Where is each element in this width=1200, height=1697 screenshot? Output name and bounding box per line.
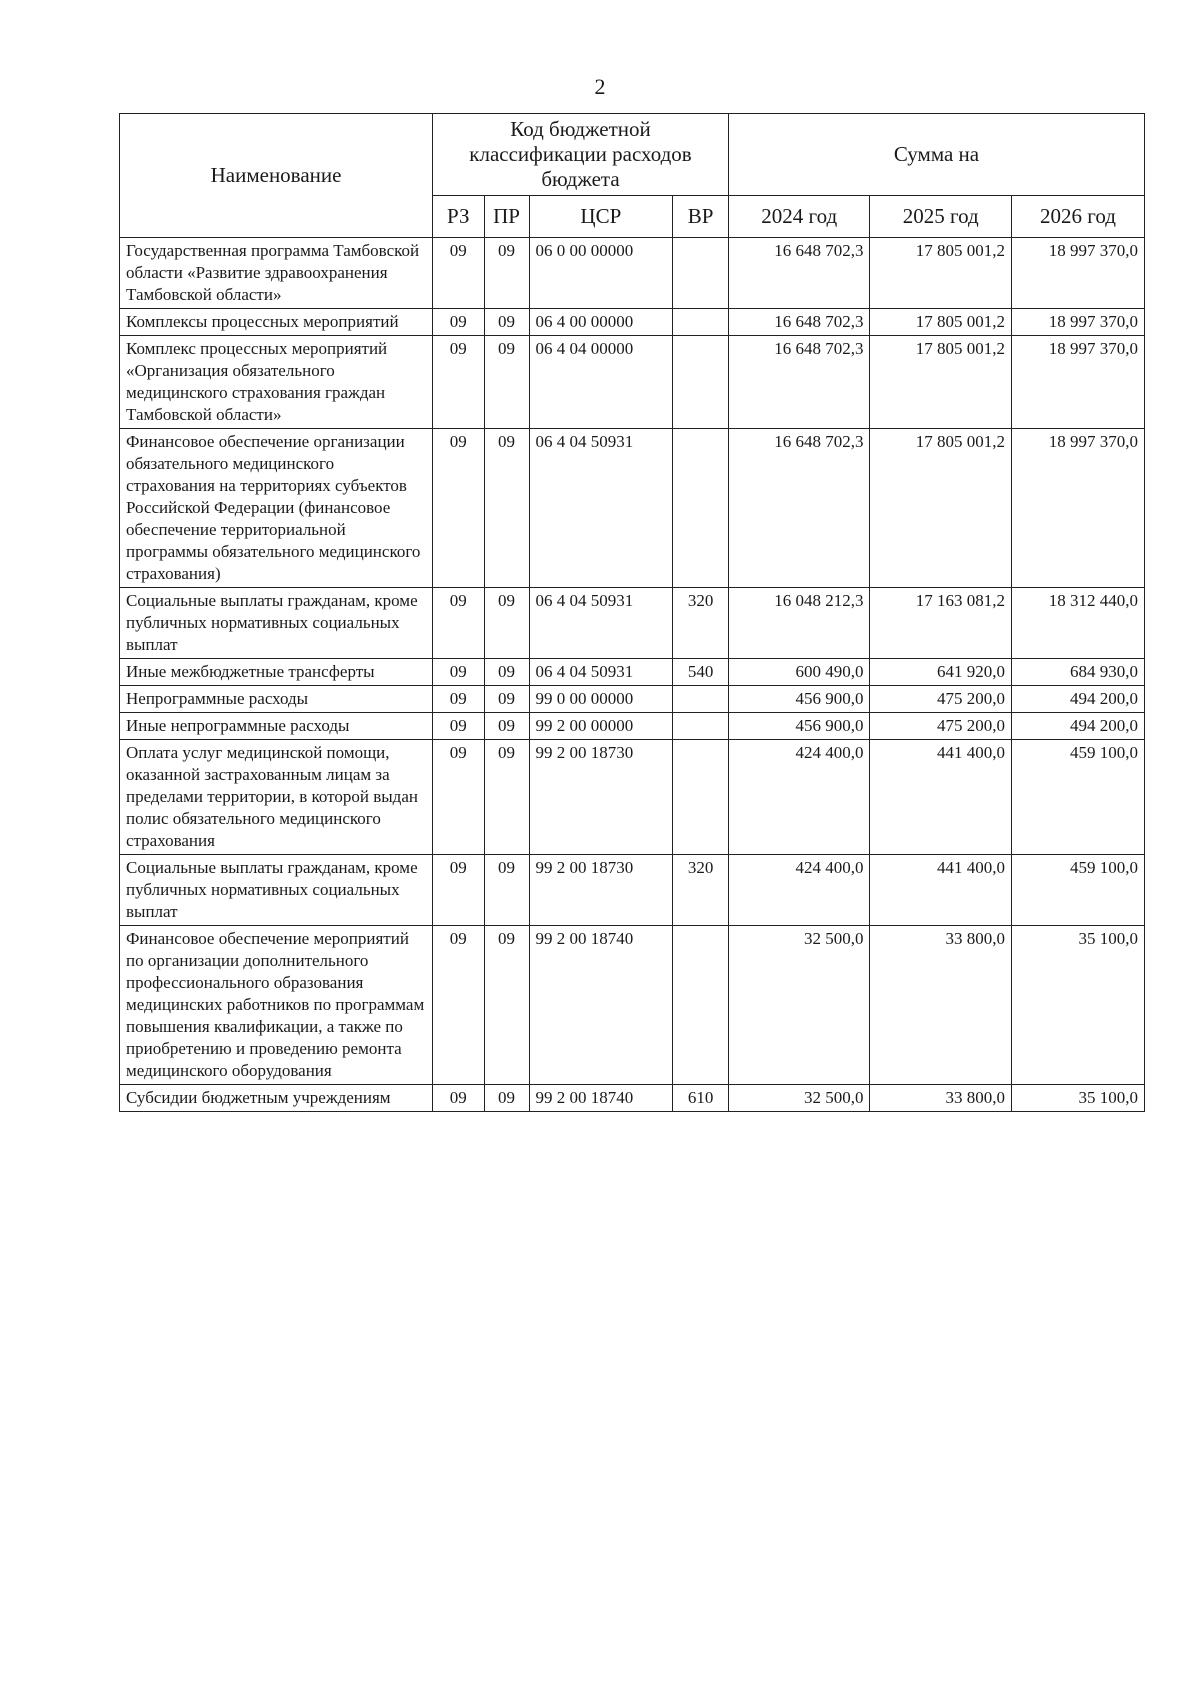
row-name: Финансовое обеспечение мероприятий по организации дополнительного профессионального образования медицинских работников по программам повышения квалификации, а также по приобретению и проведению ремонта медицинского оборудования bbox=[120, 926, 433, 1085]
row-rz: 09 bbox=[433, 309, 484, 336]
table-row bbox=[120, 309, 1145, 336]
row-vr bbox=[673, 713, 729, 740]
row-sum-2025: 475 200,0 bbox=[870, 713, 1012, 740]
row-sum-2026: 18 997 370,0 bbox=[1011, 336, 1144, 429]
row-sum-2026: 459 100,0 bbox=[1011, 855, 1144, 926]
row-sum-2026: 684 930,0 bbox=[1011, 659, 1144, 686]
row-vr: 610 bbox=[673, 1085, 729, 1112]
table-row bbox=[120, 855, 1145, 926]
table-row bbox=[120, 659, 1145, 686]
row-pr: 09 bbox=[484, 740, 529, 855]
header-sum-group: Сумма на bbox=[728, 114, 1144, 196]
row-sum-2026: 459 100,0 bbox=[1011, 740, 1144, 855]
row-csr: 99 2 00 18730 bbox=[529, 740, 673, 855]
row-name: Комплексы процессных мероприятий bbox=[120, 309, 433, 336]
header-year-2024: 2024 год bbox=[728, 196, 870, 238]
row-vr bbox=[673, 926, 729, 1085]
row-rz: 09 bbox=[433, 429, 484, 588]
row-csr: 99 2 00 18730 bbox=[529, 855, 673, 926]
row-pr: 09 bbox=[484, 926, 529, 1085]
row-rz: 09 bbox=[433, 713, 484, 740]
row-name: Комплекс процессных мероприятий «Организация обязательного медицинского страхования граждан Тамбовской области» bbox=[120, 336, 433, 429]
budget-table bbox=[119, 113, 1145, 1112]
table-row bbox=[120, 1085, 1145, 1112]
row-name: Непрограммные расходы bbox=[120, 686, 433, 713]
row-vr bbox=[673, 336, 729, 429]
row-sum-2024: 424 400,0 bbox=[728, 740, 870, 855]
row-pr: 09 bbox=[484, 659, 529, 686]
row-vr bbox=[673, 429, 729, 588]
row-sum-2026: 18 997 370,0 bbox=[1011, 429, 1144, 588]
row-rz: 09 bbox=[433, 740, 484, 855]
row-name: Социальные выплаты гражданам, кроме публичных нормативных социальных выплат bbox=[120, 855, 433, 926]
row-pr: 09 bbox=[484, 588, 529, 659]
row-pr: 09 bbox=[484, 1085, 529, 1112]
header-year-2025: 2025 год bbox=[870, 196, 1012, 238]
table-header bbox=[120, 114, 1145, 238]
row-rz: 09 bbox=[433, 1085, 484, 1112]
row-sum-2024: 32 500,0 bbox=[728, 926, 870, 1085]
row-csr: 06 4 04 50931 bbox=[529, 429, 673, 588]
row-sum-2024: 16 648 702,3 bbox=[728, 429, 870, 588]
header-vr: ВР bbox=[673, 196, 729, 238]
row-pr: 09 bbox=[484, 686, 529, 713]
row-sum-2025: 441 400,0 bbox=[870, 740, 1012, 855]
header-rz: РЗ bbox=[433, 196, 484, 238]
row-name: Государственная программа Тамбовской области «Развитие здравоохранения Тамбовской области» bbox=[120, 238, 433, 309]
row-vr bbox=[673, 309, 729, 336]
row-sum-2025: 33 800,0 bbox=[870, 1085, 1012, 1112]
header-year-2026: 2026 год bbox=[1011, 196, 1144, 238]
table-row bbox=[120, 926, 1145, 1085]
row-vr: 320 bbox=[673, 855, 729, 926]
row-vr bbox=[673, 238, 729, 309]
header-pr: ПР bbox=[484, 196, 529, 238]
row-name: Финансовое обеспечение организации обязательного медицинского страхования на территориях субъектов Российской Федерации (финансовое обеспечение территориальной программы обязательного медицинского страхования) bbox=[120, 429, 433, 588]
row-csr: 99 2 00 00000 bbox=[529, 713, 673, 740]
row-rz: 09 bbox=[433, 238, 484, 309]
row-csr: 99 2 00 18740 bbox=[529, 926, 673, 1085]
table-row bbox=[120, 713, 1145, 740]
row-sum-2025: 17 805 001,2 bbox=[870, 238, 1012, 309]
row-sum-2026: 35 100,0 bbox=[1011, 1085, 1144, 1112]
row-sum-2025: 17 805 001,2 bbox=[870, 429, 1012, 588]
row-pr: 09 bbox=[484, 238, 529, 309]
row-sum-2025: 17 805 001,2 bbox=[870, 336, 1012, 429]
row-sum-2024: 424 400,0 bbox=[728, 855, 870, 926]
row-name: Иные непрограммные расходы bbox=[120, 713, 433, 740]
row-csr: 99 2 00 18740 bbox=[529, 1085, 673, 1112]
row-sum-2024: 456 900,0 bbox=[728, 713, 870, 740]
row-sum-2024: 16 648 702,3 bbox=[728, 238, 870, 309]
row-vr bbox=[673, 740, 729, 855]
row-pr: 09 bbox=[484, 336, 529, 429]
row-rz: 09 bbox=[433, 588, 484, 659]
row-csr: 06 4 00 00000 bbox=[529, 309, 673, 336]
row-pr: 09 bbox=[484, 309, 529, 336]
row-sum-2025: 475 200,0 bbox=[870, 686, 1012, 713]
row-name: Иные межбюджетные трансферты bbox=[120, 659, 433, 686]
header-csr: ЦСР bbox=[529, 196, 673, 238]
row-pr: 09 bbox=[484, 713, 529, 740]
row-name: Оплата услуг медицинской помощи, оказанной застрахованным лицам за пределами территории, в которой выдан полис обязательного медицинского страхования bbox=[120, 740, 433, 855]
row-sum-2025: 17 805 001,2 bbox=[870, 309, 1012, 336]
row-sum-2024: 600 490,0 bbox=[728, 659, 870, 686]
row-name: Субсидии бюджетным учреждениям bbox=[120, 1085, 433, 1112]
table-row bbox=[120, 740, 1145, 855]
header-name: Наименование bbox=[120, 114, 433, 238]
header-code-group: Код бюджетной классификации расходов бюджета bbox=[433, 114, 729, 196]
row-rz: 09 bbox=[433, 336, 484, 429]
row-vr: 320 bbox=[673, 588, 729, 659]
row-sum-2024: 32 500,0 bbox=[728, 1085, 870, 1112]
row-rz: 09 bbox=[433, 686, 484, 713]
row-sum-2026: 494 200,0 bbox=[1011, 713, 1144, 740]
page-number: 2 bbox=[594, 74, 606, 99]
row-csr: 06 4 04 50931 bbox=[529, 588, 673, 659]
row-sum-2025: 17 163 081,2 bbox=[870, 588, 1012, 659]
row-rz: 09 bbox=[433, 659, 484, 686]
row-csr: 06 0 00 00000 bbox=[529, 238, 673, 309]
row-sum-2024: 16 048 212,3 bbox=[728, 588, 870, 659]
row-sum-2026: 18 997 370,0 bbox=[1011, 309, 1144, 336]
row-name: Социальные выплаты гражданам, кроме публичных нормативных социальных выплат bbox=[120, 588, 433, 659]
row-sum-2026: 35 100,0 bbox=[1011, 926, 1144, 1085]
row-rz: 09 bbox=[433, 855, 484, 926]
row-sum-2026: 494 200,0 bbox=[1011, 686, 1144, 713]
table-row bbox=[120, 238, 1145, 309]
table-row bbox=[120, 686, 1145, 713]
row-sum-2025: 33 800,0 bbox=[870, 926, 1012, 1085]
table-body bbox=[120, 238, 1145, 1112]
row-csr: 06 4 04 00000 bbox=[529, 336, 673, 429]
row-pr: 09 bbox=[484, 429, 529, 588]
row-sum-2024: 456 900,0 bbox=[728, 686, 870, 713]
table-row bbox=[120, 429, 1145, 588]
row-vr: 540 bbox=[673, 659, 729, 686]
row-rz: 09 bbox=[433, 926, 484, 1085]
row-vr bbox=[673, 686, 729, 713]
row-sum-2024: 16 648 702,3 bbox=[728, 336, 870, 429]
row-csr: 06 4 04 50931 bbox=[529, 659, 673, 686]
row-sum-2026: 18 312 440,0 bbox=[1011, 588, 1144, 659]
row-sum-2025: 441 400,0 bbox=[870, 855, 1012, 926]
row-csr: 99 0 00 00000 bbox=[529, 686, 673, 713]
table-row bbox=[120, 336, 1145, 429]
table-row bbox=[120, 588, 1145, 659]
row-sum-2024: 16 648 702,3 bbox=[728, 309, 870, 336]
row-sum-2026: 18 997 370,0 bbox=[1011, 238, 1144, 309]
row-sum-2025: 641 920,0 bbox=[870, 659, 1012, 686]
row-pr: 09 bbox=[484, 855, 529, 926]
